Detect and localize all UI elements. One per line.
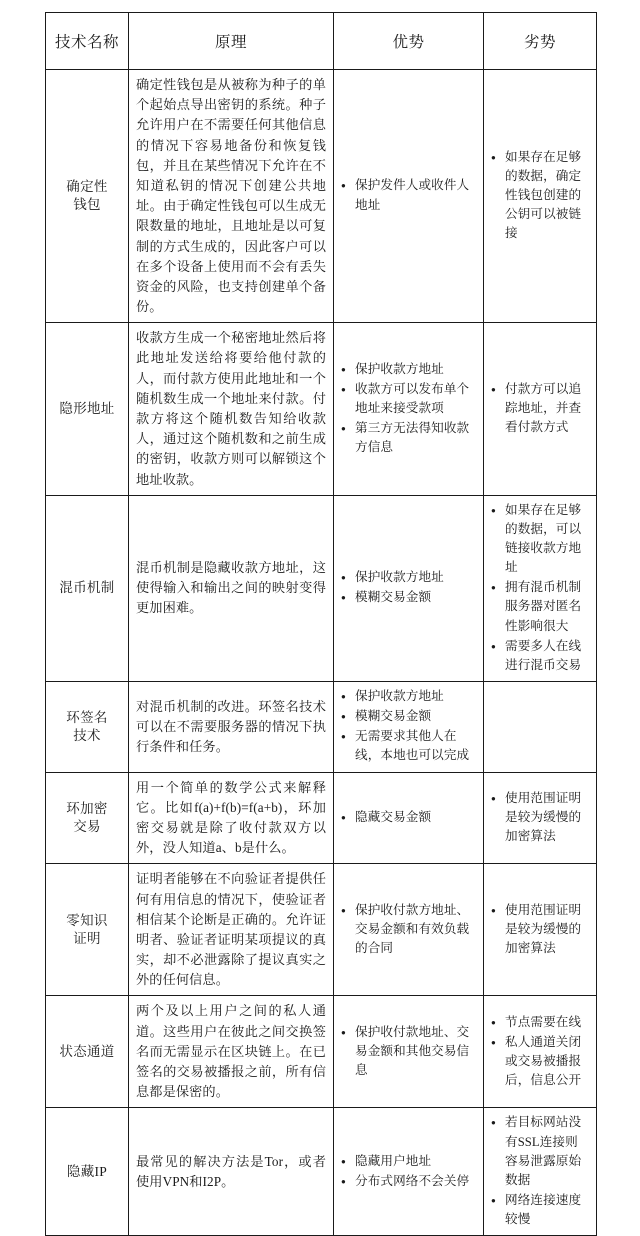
disadvantage-item: ● 网络连接速度较慢: [491, 1191, 589, 1229]
disadvantages-cell: [484, 70, 597, 323]
advantage-item: ● 保护收付款方地址、交易金额和有效负载的合同: [341, 901, 476, 958]
advantages-cell: [334, 1108, 484, 1236]
disadvantages-cell: [484, 323, 597, 496]
table-row: [46, 864, 597, 996]
advantage-item: ● 无需要求其他人在线，本地也可以完成: [341, 727, 476, 765]
column-header-disadvantages: 劣势: [484, 13, 597, 70]
principle-cell: 确定性钱包是从被称为种子的单个起始点导出密钥的系统。种子允许用户在不需要任何其他信息的情况下容易地备份和恢复钱包，并且在某些情况下允许在不知道私钥的情况下创建公共地址。由于确定性钱包可以生成无限数量的地址，且地址是以可复制的方式生成的，因此客户可以在多个设备上使用而不会有丢失资金的风险，也支持创建单个备份。: [129, 70, 334, 323]
advantage-item: ● 保护收付款地址、交易金额和其他交易信息: [341, 1023, 476, 1080]
advantage-item: ● 保护收款方地址: [341, 360, 476, 379]
advantages-cell: [334, 70, 484, 323]
advantage-item: ● 收款方可以发布单个地址来接受款项: [341, 380, 476, 418]
disadvantage-item: ● 私人通道关闭或交易被播报后，信息公开: [491, 1033, 589, 1090]
column-header-principle: 原理: [129, 13, 334, 70]
technology-name-cell: 环加密 交易: [46, 772, 129, 864]
header-row: [46, 13, 597, 70]
technology-name-cell: 隐藏IP: [46, 1108, 129, 1236]
principle-cell: 对混币机制的改进。环签名技术可以在不需要服务器的情况下执行条件和任务。: [129, 682, 334, 773]
table-row: [46, 323, 597, 496]
disadvantage-item: ● 使用范围证明是较为缓慢的加密算法: [491, 901, 589, 958]
principle-cell: 收款方生成一个秘密地址然后将此地址发送给将要给他付款的人，而付款方使用此地址和一个随机数生成一个地址来付款。付款方将这个随机数告知给收款人，通过这个随机数和之前生成的密钥，收款方则可以解锁这个地址收款。: [129, 323, 334, 496]
principle-cell: 用一个简单的数学公式来解释它。比如f(a)+f(b)=f(a+b)，环加密交易就是除了收付款双方以外，没人知道a、b是什么。: [129, 772, 334, 864]
disadvantage-item: ● 如果存在足够的数据，确定性钱包创建的公钥可以被链接: [491, 148, 589, 244]
disadvantages-cell: [484, 772, 597, 864]
disadvantages-cell: [484, 996, 597, 1108]
advantage-item: ● 保护发件人或收件人地址: [341, 176, 476, 214]
disadvantage-item: ● 付款方可以追踪地址，并查看付款方式: [491, 380, 589, 437]
table-row: [46, 996, 597, 1108]
disadvantage-item: ● 如果存在足够的数据，可以链接收款方地址: [491, 501, 589, 578]
principle-cell: 最常见的解决方法是Tor，或者使用VPN和I2P。: [129, 1108, 334, 1236]
advantage-item: ● 模糊交易金额: [341, 588, 476, 607]
advantage-item: ● 保护收款方地址: [341, 568, 476, 587]
technology-name-cell: 混币机制: [46, 495, 129, 681]
table-row: [46, 682, 597, 773]
table-row: [46, 495, 597, 681]
technology-name-cell: 零知识 证明: [46, 864, 129, 996]
advantage-item: ● 保护收款方地址: [341, 687, 476, 706]
disadvantages-cell-list: [491, 901, 589, 958]
disadvantages-cell-list: [491, 789, 589, 846]
technology-name-cell: 隐形地址: [46, 323, 129, 496]
advantages-cell-list: [341, 808, 476, 827]
disadvantages-cell: [484, 1108, 597, 1236]
advantages-cell-list: [341, 687, 476, 766]
table-body: [46, 70, 597, 1236]
advantages-cell: [334, 996, 484, 1108]
technology-name-cell: 环签名 技术: [46, 682, 129, 773]
advantages-cell: [334, 864, 484, 996]
advantages-cell-list: [341, 360, 476, 458]
disadvantages-cell-list: [491, 501, 589, 675]
advantages-cell-list: [341, 176, 476, 214]
advantages-cell-list: [341, 901, 476, 958]
column-header-technology-name: 技术名称: [46, 13, 129, 70]
privacy-technology-comparison-table: [45, 12, 597, 1236]
disadvantage-item: ● 拥有混币机制服务器对匿名性影响很大: [491, 578, 589, 635]
table-header: [46, 13, 597, 70]
disadvantages-cell: [484, 864, 597, 996]
disadvantages-cell-list: [491, 1013, 589, 1091]
disadvantage-item: ● 节点需要在线: [491, 1013, 589, 1032]
table-row: [46, 70, 597, 323]
table-row: [46, 1108, 597, 1236]
advantage-item: ● 分布式网络不会关停: [341, 1172, 476, 1191]
column-header-advantages: 优势: [334, 13, 484, 70]
advantage-item: ● 第三方无法得知收款方信息: [341, 419, 476, 457]
advantages-cell-list: [341, 1023, 476, 1080]
disadvantage-item: ● 使用范围证明是较为缓慢的加密算法: [491, 789, 589, 846]
disadvantage-item: ● 若目标网站没有SSL连接则容易泄露原始数据: [491, 1113, 589, 1190]
technology-name-cell: 状态通道: [46, 996, 129, 1108]
disadvantages-cell-list: [491, 380, 589, 437]
disadvantage-item: ● 需要多人在线进行混币交易: [491, 637, 589, 675]
advantage-item: ● 模糊交易金额: [341, 707, 476, 726]
disadvantages-cell: [484, 495, 597, 681]
principle-cell: 证明者能够在不向验证者提供任何有用信息的情况下，使验证者相信某个论断是正确的。允许证明者、验证者证明某项提议的真实，却不必泄露除了提议真实之外的任何信息。: [129, 864, 334, 996]
advantages-cell: [334, 772, 484, 864]
advantages-cell-list: [341, 1152, 476, 1191]
advantage-item: ● 隐藏交易金额: [341, 808, 476, 827]
principle-cell: 两个及以上用户之间的私人通道。这些用户在彼此之间交换签名而无需显示在区块链上。在已签名的交易被播报之前，所有信息都是保密的。: [129, 996, 334, 1108]
advantage-item: ● 隐藏用户地址: [341, 1152, 476, 1171]
advantages-cell: [334, 682, 484, 773]
disadvantages-cell-list: [491, 148, 589, 244]
disadvantages-cell: [484, 682, 597, 773]
table-row: [46, 772, 597, 864]
advantages-cell: [334, 323, 484, 496]
disadvantages-cell-list: [491, 1113, 589, 1229]
advantages-cell-list: [341, 568, 476, 607]
principle-cell: 混币机制是隐藏收款方地址，这使得输入和输出之间的映射变得更加困难。: [129, 495, 334, 681]
technology-name-cell: 确定性 钱包: [46, 70, 129, 323]
advantages-cell: [334, 495, 484, 681]
